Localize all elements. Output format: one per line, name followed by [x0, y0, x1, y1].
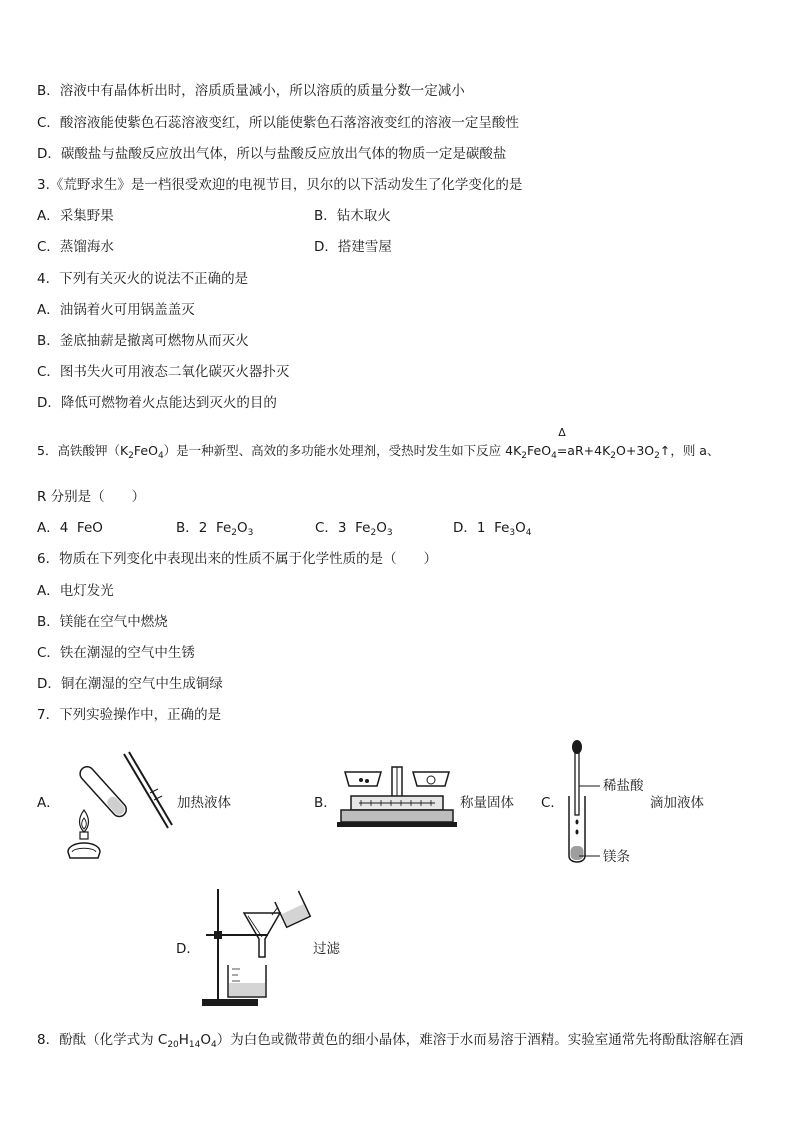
reaction-arrow: Δ = — [556, 426, 568, 458]
q6-option-d: D．铜在潮湿的空气中生成铜绿 — [37, 676, 223, 692]
alcohol-lamp — [68, 832, 100, 858]
q2-option-d: D．碳酸盐与盐酸反应放出气体，所以与盐酸反应放出气体的物质一定是碳酸盐 — [37, 146, 507, 162]
weight — [427, 776, 435, 784]
balance-illustration — [337, 762, 457, 830]
q5-stem-line2: R 分别是（ ） — [37, 489, 146, 505]
q4-option-a: A．油锅着火可用锅盖盖灭 — [37, 302, 195, 318]
dropper-illustration — [564, 738, 604, 868]
q3-option-d: D．搭建雪屋 — [314, 239, 392, 255]
q4-option-d: D．降低可燃物着火点能达到灭火的目的 — [37, 395, 277, 411]
heating-liquid-illustration — [62, 748, 172, 863]
q3-option-a: A．采集野果 — [37, 208, 114, 224]
q6-option-c: C．铁在潮湿的空气中生锈 — [37, 645, 195, 661]
q3-option-c: C．蒸馏海水 — [37, 239, 114, 255]
q2-option-b: B．溶液中有晶体析出时，溶质质量减小，所以溶质的质量分数一定减小 — [37, 83, 465, 99]
q4-option-c: C．图书失火可用液态二氧化碳灭火器扑灭 — [37, 364, 290, 380]
q4-option-b: B．釜底抽薪是撤离可燃物从而灭火 — [37, 333, 249, 349]
q7-option-b-label: B． — [314, 795, 337, 811]
dropper-bulb — [572, 740, 582, 754]
stand-base — [202, 999, 258, 1006]
q7-option-c-tag-acid: 稀盐酸 — [603, 778, 644, 794]
q2-option-c: C．酸溶液能使紫色石蕊溶液变红，所以能使紫色石落溶液变红的溶液一定呈酸性 — [37, 115, 519, 131]
q3-stem: 3.《荒野求生》是一档很受欢迎的电视节目，贝尔的以下活动发生了化学变化的是 — [37, 177, 523, 193]
q7-option-c-tag-mg: 镁条 — [603, 849, 630, 865]
q7-option-d-caption: 过滤 — [313, 941, 340, 957]
balance-base — [341, 810, 453, 822]
heat-symbol: Δ — [558, 426, 566, 439]
q5-option-c: C．3 $Fe_2O_3$ — [315, 520, 393, 538]
q6-stem: 6．物质在下列变化中表现出来的性质不属于化学性质的是（ ） — [37, 551, 438, 567]
q7-option-d-label: D． — [176, 941, 200, 957]
q7-option-c-label: C． — [541, 795, 564, 811]
filtration-illustration — [198, 885, 313, 1010]
test-tube-holder — [124, 754, 168, 828]
q5-option-d: D．1 $Fe_3O_4$ — [453, 520, 532, 538]
q7-stem: 7．下列实验操作中，正确的是 — [37, 707, 222, 723]
q5-stem: 5．高铁酸钾$(K_2FeO_4)$是一种新型、高效的多功能水处理剂，受热时发生如下反应 $4K_2FeO_4$ Δ $=aR+4K_2O+3O_2↑$，则 a、 — [37, 426, 720, 461]
q7-option-c-caption: 滴加液体 — [650, 795, 704, 811]
q3-option-b: B．钻木取火 — [314, 208, 391, 224]
q7-option-b-caption: 称量固体 — [460, 795, 514, 811]
q6-option-a: A．电灯发光 — [37, 583, 114, 599]
q7-option-a-label: A． — [37, 795, 60, 811]
pouring-beaker — [275, 891, 310, 927]
q5-option-a: A．4 FeO — [37, 520, 103, 536]
left-pan-paper — [345, 772, 381, 786]
dropper-tube — [575, 753, 579, 815]
q6-option-b: B．镁能在空气中燃烧 — [37, 614, 168, 630]
q7-option-a-caption: 加热液体 — [177, 795, 231, 811]
q8-stem: 8．酚酞（化学式为 $C_{20}H_{14}O_4$）为白色或微带黄色的细小晶体，难溶于水而易溶于酒精。实验室通常先将酚酞溶解在酒 — [37, 1032, 744, 1050]
q5-option-b: B．2 $Fe_2O_3$ — [176, 520, 254, 538]
q4-stem: 4．下列有关灭火的说法不正确的是 — [37, 271, 249, 287]
